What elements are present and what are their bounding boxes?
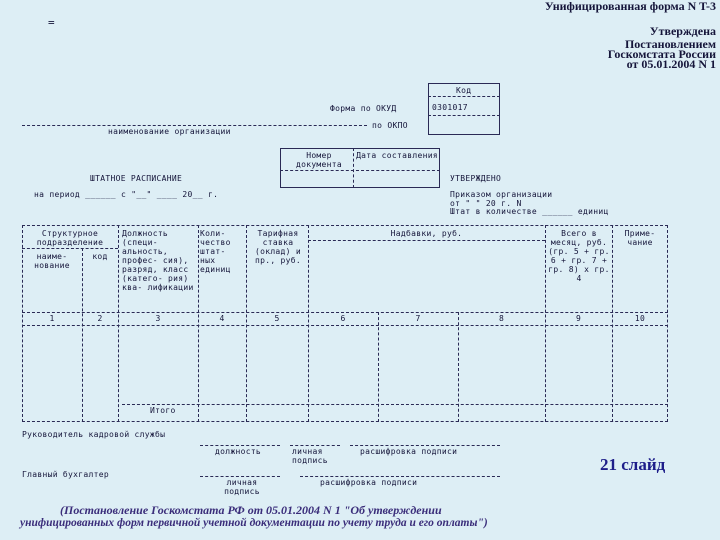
col-number-10: 10 <box>634 314 646 323</box>
decree-date-line: от 05.01.2004 N 1 <box>626 57 716 71</box>
approved-stamp: УТВЕРЖДЕНО <box>450 174 502 183</box>
decoding2-caption: расшифровка подписи <box>320 478 418 487</box>
form-title: Унифицированная форма N T-3 <box>544 0 716 13</box>
okud-label: Форма по ОКУД <box>330 104 397 113</box>
chief-accountant-label: Главный бухгалтер <box>22 470 109 479</box>
staff-count-line: Штат в количестве ______ единиц <box>450 207 609 216</box>
header-position: Должность (специ- альность, профес- сия), разряд, класс (катего- рия) ква- лификации <box>122 229 194 292</box>
col-number-4: 4 <box>219 314 225 323</box>
okud-value: 0301017 <box>432 103 468 112</box>
header-total: Всего в месяц, руб. (гр. 5 + гр. 6 + гр. 7 + гр. 8) x гр. 4 <box>548 229 610 283</box>
code-label: Код <box>456 86 472 95</box>
header-dept: Структурное подразделение <box>36 229 104 247</box>
doc-number-label: Номер документа <box>295 151 343 169</box>
org-caption: наименование организации <box>108 127 231 136</box>
col-number-9: 9 <box>575 314 582 323</box>
col-number-3: 3 <box>155 314 161 323</box>
header-rate: Тарифная ставка (оклад) и пр., руб. <box>254 229 302 265</box>
slide-number: 21 слайд <box>600 455 666 474</box>
header-note: Приме- чание <box>624 229 656 247</box>
decree-line: Постановлением <box>624 37 716 51</box>
citation-line-2: унифицированных форм первичной учетной документации по учету труда и его оплаты") <box>20 517 488 529</box>
signature2-caption: личная подпись <box>224 478 260 496</box>
total-label: Итого <box>150 406 176 415</box>
col-number-6: 6 <box>340 314 346 323</box>
doc-title: ШТАТНОЕ РАСПИСАНИЕ <box>90 174 183 183</box>
col-number-2: 2 <box>97 314 103 323</box>
decoding-caption: расшифровка подписи <box>360 447 458 456</box>
header-bonus: Надбавки, руб. <box>390 229 463 238</box>
citation-line-1: (Постановление Госкомстата РФ от 05.01.2004 N 1 "Об утверждении <box>60 503 442 517</box>
col-number-1: 1 <box>49 314 55 323</box>
col-number-8: 8 <box>498 314 505 323</box>
order-line: Приказом организации <box>450 190 553 199</box>
corner-mark: = <box>48 16 55 29</box>
header-dept-name: наиме- нование <box>34 252 70 270</box>
signature-caption: личная подпись <box>292 447 328 465</box>
header-count: Коли- чество штат- ных единиц <box>200 229 231 274</box>
doc-date-label: Дата составления <box>356 151 438 160</box>
okpo-label: по ОКПО <box>372 121 408 130</box>
position-caption: должность <box>215 447 262 456</box>
col-number-7: 7 <box>415 314 421 323</box>
col-number-5: 5 <box>274 314 280 323</box>
org-name-line <box>22 125 367 126</box>
hr-head-label: Руководитель кадровой службы <box>22 430 166 439</box>
agency-line: Госкомстата России <box>607 47 716 61</box>
order-date-line: от " " 20 г. N <box>450 199 522 208</box>
approved-line: Утверждена <box>649 24 716 38</box>
header-dept-code: код <box>92 252 108 261</box>
period-line: на период ______ с "__" ____ 20__ г. <box>34 190 219 199</box>
